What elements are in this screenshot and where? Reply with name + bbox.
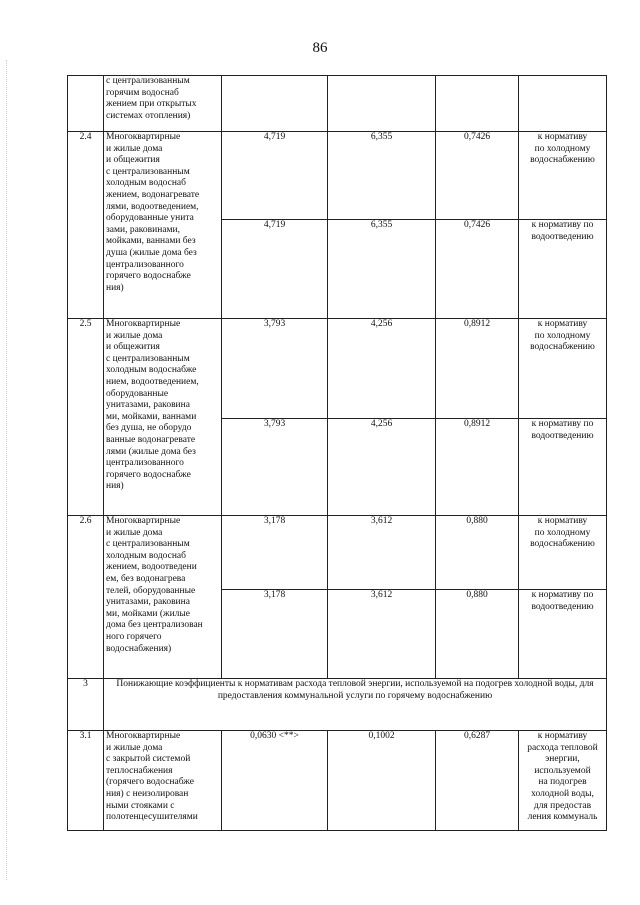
section-title: Понижающие коэффициенты к нормативам расхода тепловой энергии, используемой на подогрев холодной воды, для предоставления коммунальной услуги по горячему водоснабжению	[104, 679, 607, 731]
note-cell	[519, 731, 607, 831]
value-2: 6,355	[328, 132, 436, 220]
note-cell	[519, 220, 607, 319]
value-2: 0,1002	[328, 731, 436, 831]
section-number: 3	[68, 679, 104, 731]
value-1: 0,0630 <**>	[222, 731, 328, 831]
note-cell	[519, 76, 607, 132]
row-number: 3.1	[68, 731, 104, 831]
note-cell	[519, 590, 607, 679]
note-text: к нормативу по водоотведению	[531, 419, 594, 441]
row-description: Многоквартирные и жилые дома и общежития с централизованным холодным водоснабже нием, водоотведением, оборудованные унитазами, раковина ми, мойками, ваннами без душа, не оборудо ванные водонагревате лями (жилые дома без централизованного горячего водоснабже ния)	[106, 319, 199, 492]
value-1: 4,719	[222, 132, 328, 220]
note-text: к нормативу по водоотведению	[531, 590, 594, 612]
page-number: 86	[312, 40, 328, 56]
table-row	[68, 76, 607, 132]
value-cell	[222, 76, 328, 132]
value-1: 4,719	[222, 220, 328, 319]
row-description-cell	[104, 132, 222, 319]
row-description-cell	[104, 516, 222, 679]
value-3: 0,8912	[436, 419, 519, 516]
table-row	[68, 319, 607, 419]
note-text: к нормативу по холодному водоснабжению	[530, 132, 595, 166]
value-3: 0,8912	[436, 319, 519, 419]
value-3: 0,6287	[436, 731, 519, 831]
row-description-cell	[104, 731, 222, 831]
value-3: 0,7426	[436, 132, 519, 220]
note-cell	[519, 516, 607, 590]
note-text: к нормативу расхода тепловой энергии, используемой на подогрев холодной воды, для предостав ления коммуналь	[527, 731, 598, 823]
value-1: 3,178	[222, 590, 328, 679]
scan-edge-mark	[6, 60, 8, 880]
section-row	[68, 679, 607, 731]
row-description-cell	[104, 319, 222, 516]
value-cell	[436, 76, 519, 132]
row-description: Многоквартирные и жилые дома с централизованным холодным водоснаб жением, водоотведени ем, без водонагрева телей, оборудованные унитазами, раковина ми, мойками (жилые дома без централизован ного горячего водоснабжения)	[106, 516, 203, 654]
row-number: 2.5	[68, 319, 104, 516]
note-text: к нормативу по водоотведению	[531, 220, 594, 242]
row-description-cell	[104, 76, 222, 132]
table-row	[68, 731, 607, 831]
table-row	[68, 132, 607, 220]
regulation-table	[67, 75, 607, 831]
row-description: Многоквартирные и жилые дома и общежития с централизованным холодным водоснаб жением, водонагревате лями, водоотведением, оборудованные унита зами, раковинами, мойками, ваннами без душа (жилые дома без централизованного горячего водоснабже ния)	[106, 132, 200, 293]
value-3: 0,880	[436, 590, 519, 679]
value-2: 3,612	[328, 590, 436, 679]
row-number: 2.6	[68, 516, 104, 679]
value-2: 4,256	[328, 319, 436, 419]
value-1: 3,793	[222, 419, 328, 516]
note-text: к нормативу по холодному водоснабжению	[530, 516, 595, 550]
note-cell	[519, 319, 607, 419]
value-3: 0,7426	[436, 220, 519, 319]
table-row	[68, 516, 607, 590]
note-cell	[519, 419, 607, 516]
value-1: 3,793	[222, 319, 328, 419]
row-description: с централизованным горячим водоснаб жением при открытых системах отопления)	[106, 76, 197, 121]
value-2: 4,256	[328, 419, 436, 516]
value-3: 0,880	[436, 516, 519, 590]
value-1: 3,178	[222, 516, 328, 590]
row-description: Многоквартирные и жилые дома с закрытой системой теплоснабжения (горячего водоснабже ния) с неизолирован ными стояками с полотенцесушителями	[106, 731, 198, 823]
value-2: 6,355	[328, 220, 436, 319]
note-cell	[519, 132, 607, 220]
value-cell	[328, 76, 436, 132]
row-number-cell	[68, 76, 104, 132]
note-text: к нормативу по холодному водоснабжению	[530, 319, 595, 353]
value-2: 3,612	[328, 516, 436, 590]
row-number: 2.4	[68, 132, 104, 319]
